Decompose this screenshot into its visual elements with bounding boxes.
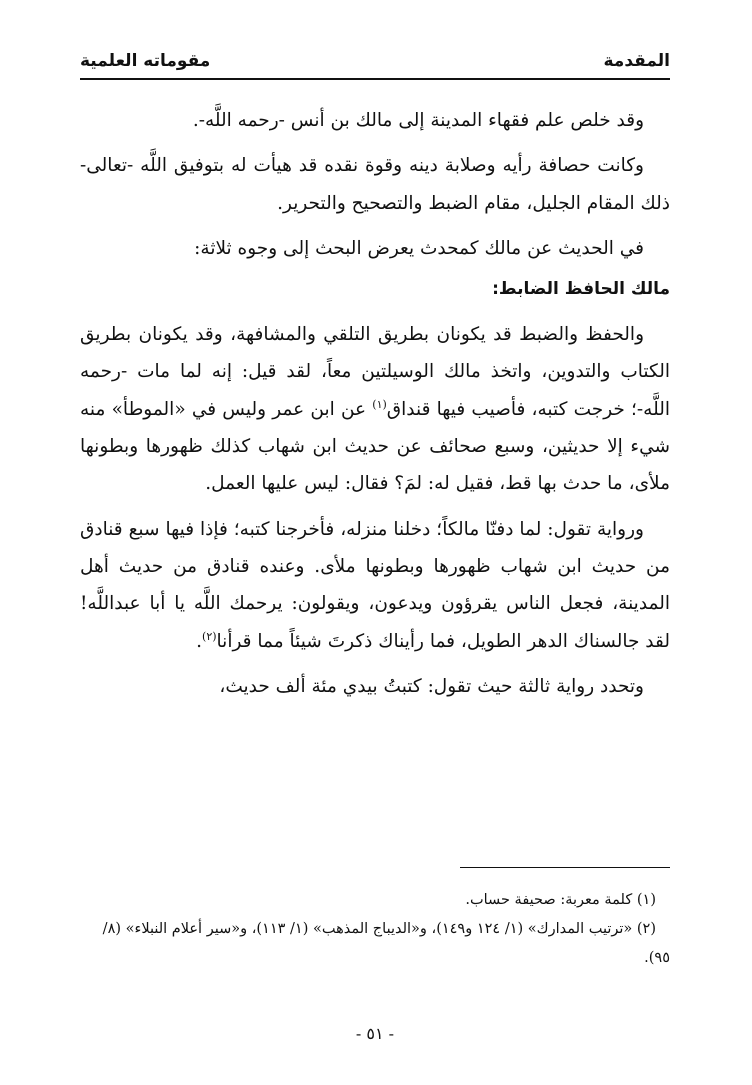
paragraph-4-part-a: والحفظ والضبط قد يكونان بطريق التلقي والمشافهة، وقد يكونان بطريق الكتاب والتدوين، واتخذ مالك الوسيلتين معاً، لقد قيل: إنه لما مات -رحمه اللَّه-؛ خرجت كتبه، فأصيب فيها قنداق <box>80 324 670 420</box>
header-divider <box>80 78 670 80</box>
paragraph-5-part-a: ورواية تقول: لما دفنّا مالكاً؛ دخلنا منزله، فأخرجنا كتبه؛ فإذا فيها سبع قنادق من حديث ابن شهاب ظهورها وبطونها ملأى. وعنده قنادق من حديث أهل المدينة، فجعل الناس يقرؤون ويدعون، ويقولون: يرحمك اللَّه يا أبا عبداللَّه! لقد جالسناك الدهر الطويل، فما رأيناك ذكرتَ شيئاً مما قرأنا <box>80 518 670 652</box>
header-chapter-title: المقدمة <box>603 51 670 71</box>
paragraph-4-part-b: عن ابن عمر وليس في «الموطأ» منه شيء إلا حديثين، وسبع صحائف عن حديث ابن شهاب كذلك ظهورها وبطونها ملأى، ما حدث بها قط، فقيل له: لمَ؟ فقال: ليس عليها العمل. <box>80 398 670 495</box>
paragraph-6: وتحدد رواية ثالثة حيث تقول: كتبتُ بيدي مئة ألف حديث، <box>219 675 644 697</box>
footnote-1: (١) كلمة معربة: صحيفة حساب. <box>465 892 656 908</box>
running-header <box>80 46 670 76</box>
page-number: - ٥١ - <box>355 1024 395 1043</box>
paragraph-2: وكانت حصافة رأيه وصلابة دينه وقوة نقده قد هيأت له بتوفيق اللَّه -تعالى- ذلك المقام الجليل، مقام الضبط والتصحيح والتحرير. <box>80 155 670 214</box>
paragraph-5 <box>80 511 670 660</box>
book-page <box>80 40 670 1060</box>
paragraph-1: وقد خلص علم فقهاء المدينة إلى مالك بن أنس -رحمه اللَّه-. <box>192 110 644 131</box>
footnotes <box>80 886 670 973</box>
footnote-2: (٢) «ترتيب المدارك» (١/ ١٢٤ و١٤٩)، و«الديباج المذهب» (١/ ١١٣)، و«سير أعلام النبلاء» (٨/ ٩٥). <box>102 921 670 966</box>
paragraph-3: في الحديث عن مالك كمحدث يعرض البحث إلى وجوه ثلاثة: <box>194 237 644 259</box>
footnote-ref-2: (٢) <box>202 629 217 643</box>
footnote-ref-1: (١) <box>372 397 387 411</box>
header-section-title: مقوماته العلمية <box>80 51 211 71</box>
footnote-divider <box>460 867 670 868</box>
section-subheading: مالك الحافظ الضابط: <box>492 279 670 300</box>
paragraph-4 <box>80 316 670 502</box>
paragraph-5-part-b: . <box>196 630 203 652</box>
main-text <box>80 102 670 713</box>
